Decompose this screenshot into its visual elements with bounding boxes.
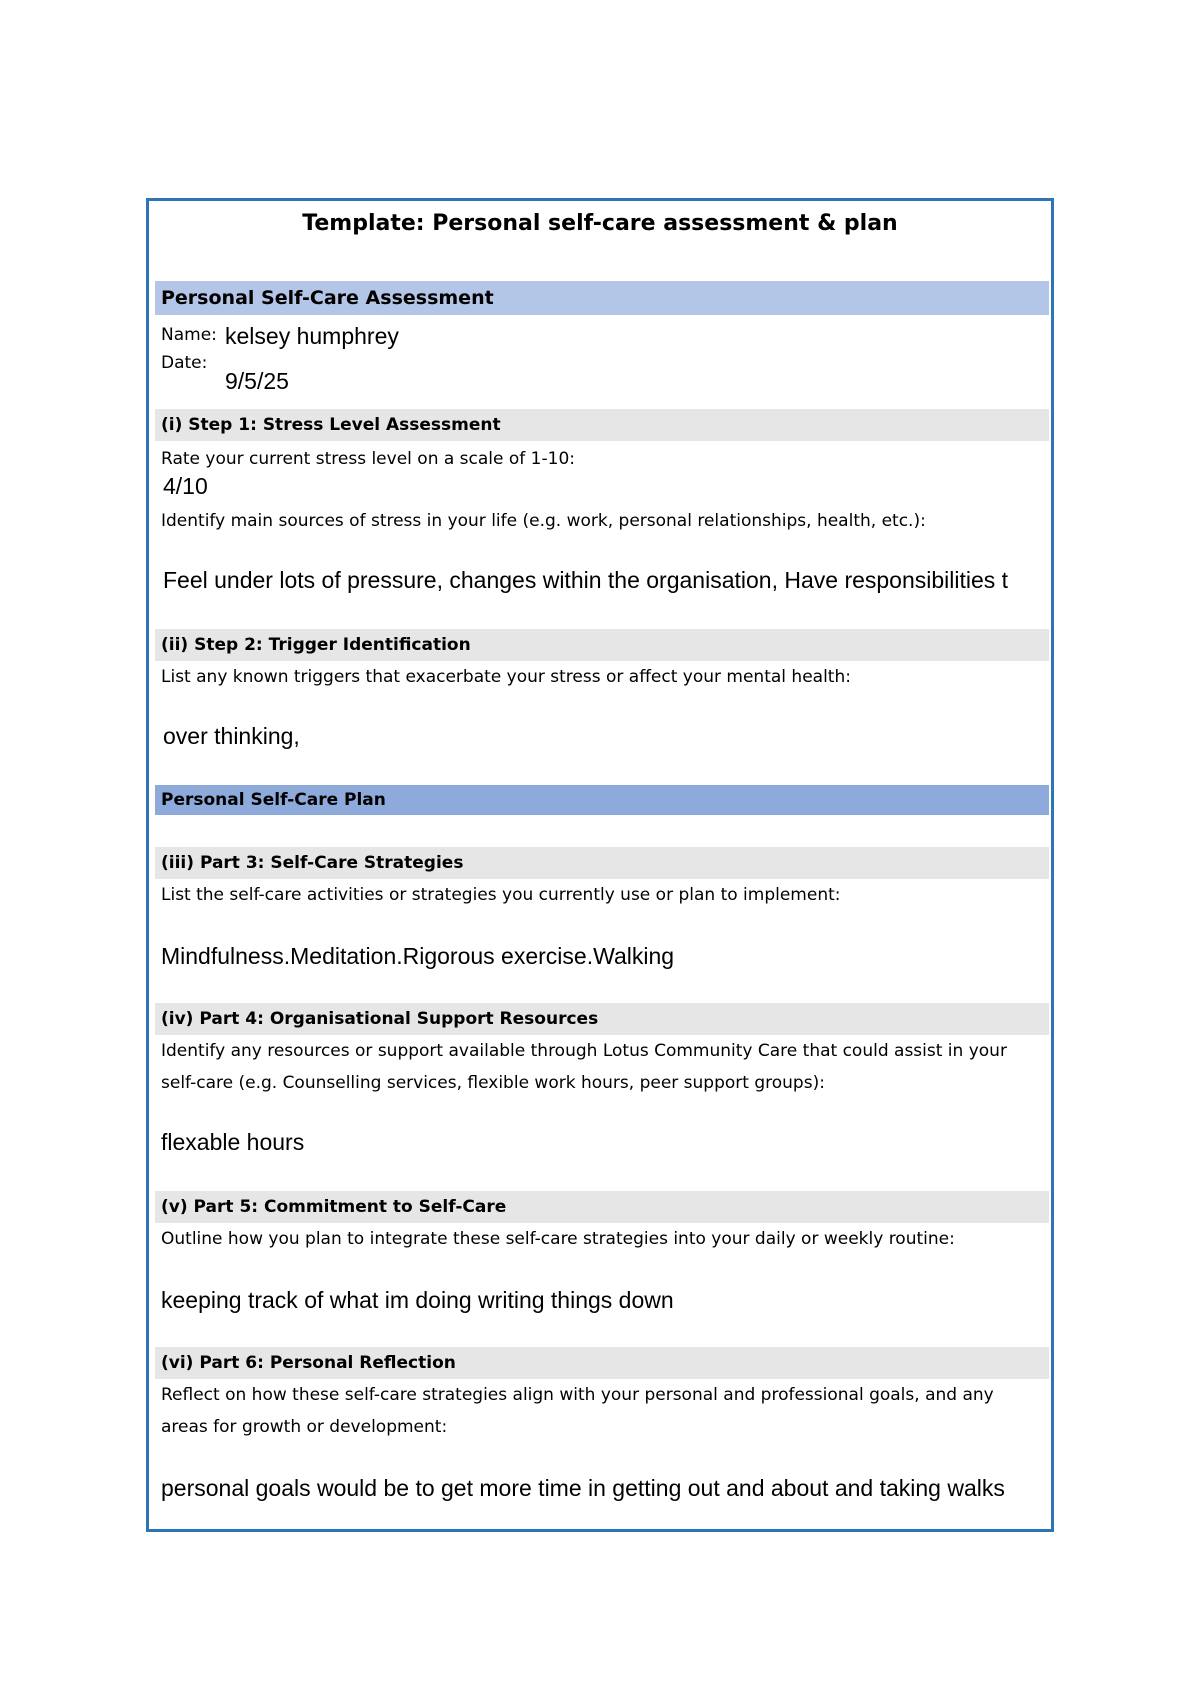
- part5-prompt: Outline how you plan to integrate these self-care strategies into your daily or weekly routine:: [161, 1229, 955, 1249]
- part6-answer[interactable]: personal goals would be to get more time in getting out and about and taking walks: [161, 1475, 1005, 1501]
- part4-prompt-line1: Identify any resources or support available through Lotus Community Care that could assist in your: [161, 1041, 1007, 1061]
- part3-prompt: List the self-care activities or strategies you currently use or plan to implement:: [161, 885, 841, 905]
- step1-sources-prompt: Identify main sources of stress in your life (e.g. work, personal relationships, health, etc.):: [161, 511, 926, 531]
- name-value[interactable]: kelsey humphrey: [225, 323, 399, 349]
- part3-answer[interactable]: Mindfulness.Meditation.Rigorous exercise.Walking: [161, 943, 675, 969]
- part6-prompt-line1: Reflect on how these self-care strategies align with your personal and professional goals, and any: [161, 1385, 994, 1405]
- section-assessment-heading: Personal Self-Care Assessment: [155, 281, 1049, 315]
- part4-heading: (iv) Part 4: Organisational Support Resources: [155, 1003, 1049, 1035]
- step2-answer[interactable]: over thinking,: [163, 723, 300, 749]
- part4-answer[interactable]: flexable hours: [161, 1129, 305, 1155]
- step1-rate-answer[interactable]: 4/10: [163, 473, 208, 499]
- step1-rate-prompt: Rate your current stress level on a scale of 1-10:: [161, 449, 575, 469]
- part6-heading: (vi) Part 6: Personal Reflection: [155, 1347, 1049, 1379]
- part3-heading: (iii) Part 3: Self-Care Strategies: [155, 847, 1049, 879]
- part5-answer[interactable]: keeping track of what im doing writing things down: [161, 1287, 674, 1313]
- step2-heading: (ii) Step 2: Trigger Identification: [155, 629, 1049, 661]
- part6-prompt-line2: areas for growth or development:: [161, 1417, 448, 1437]
- part4-prompt-line2: self-care (e.g. Counselling services, flexible work hours, peer support groups):: [161, 1073, 825, 1093]
- name-label: Name:: [161, 325, 217, 345]
- section-plan-heading: Personal Self-Care Plan: [155, 785, 1049, 815]
- self-care-form: [146, 198, 1054, 1532]
- part5-heading: (v) Part 5: Commitment to Self-Care: [155, 1191, 1049, 1223]
- date-value[interactable]: 9/5/25: [225, 368, 289, 394]
- form-title: Template: Personal self-care assessment & plan: [302, 211, 898, 236]
- step2-prompt: List any known triggers that exacerbate your stress or affect your mental health:: [161, 667, 851, 687]
- date-label: Date:: [161, 353, 208, 373]
- step1-sources-answer[interactable]: Feel under lots of pressure, changes within the organisation, Have responsibilities t: [163, 567, 1009, 593]
- step1-heading: (i) Step 1: Stress Level Assessment: [155, 409, 1049, 441]
